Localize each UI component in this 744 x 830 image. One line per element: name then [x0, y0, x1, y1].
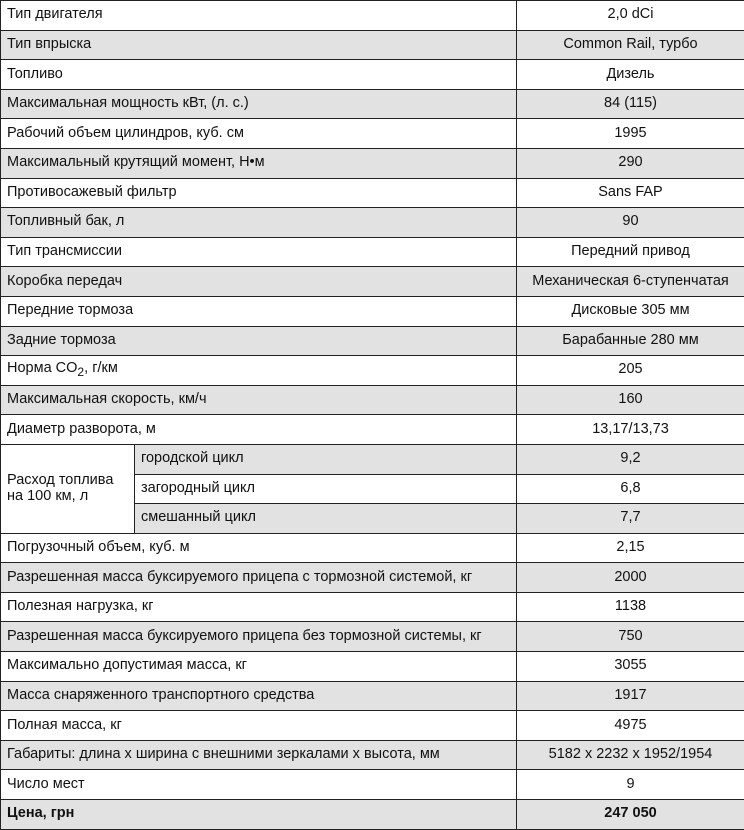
spec-label: Диаметр разворота, м	[1, 415, 517, 445]
spec-value: 290	[517, 148, 744, 178]
price-value: 247 050	[517, 800, 744, 830]
table-row	[1, 178, 744, 208]
spec-value: Механическая 6-ступенчатая	[517, 267, 744, 297]
spec-value: 5182 х 2232 х 1952/1954	[517, 740, 744, 770]
spec-value: 1995	[517, 119, 744, 149]
table-row	[1, 296, 744, 326]
table-row	[1, 681, 744, 711]
table-row	[1, 770, 744, 800]
price-row	[1, 800, 744, 830]
spec-label-main: Норма CO	[7, 360, 78, 377]
spec-value: 750	[517, 622, 744, 652]
table-row	[1, 119, 744, 149]
spec-label: Максимальная мощность кВт, (л. с.)	[1, 89, 517, 119]
spec-label: Погрузочный объем, куб. м	[1, 533, 517, 563]
spec-label-unit: , г/км	[84, 360, 118, 377]
spec-label: Разрешенная масса буксируемого прицепа без тормозной системы, кг	[1, 622, 517, 652]
spec-value: 160	[517, 385, 744, 415]
spec-label: Максимально допустимая масса, кг	[1, 652, 517, 682]
spec-value: 4975	[517, 711, 744, 741]
spec-label: Разрешенная масса буксируемого прицепа с тормозной системой, кг	[1, 563, 517, 593]
spec-value: 2,15	[517, 533, 744, 563]
spec-value: Common Rail, турбо	[517, 30, 744, 60]
spec-value: 205	[517, 356, 744, 386]
spec-label: Топливо	[1, 60, 517, 90]
spec-label: Полезная нагрузка, кг	[1, 592, 517, 622]
spec-value: Передний привод	[517, 237, 744, 267]
table-row	[1, 237, 744, 267]
table-row	[1, 385, 744, 415]
table-row	[1, 208, 744, 238]
table-row	[1, 356, 744, 386]
spec-label: Масса снаряженного транспортного средства	[1, 681, 517, 711]
spec-value: 2,0 dCi	[517, 1, 744, 31]
spec-value: 3055	[517, 652, 744, 682]
spec-label: Максимальная скорость, км/ч	[1, 385, 517, 415]
spec-value: 2000	[517, 563, 744, 593]
fuel-consumption-group-label: Расход топлива на 100 км, л	[1, 444, 135, 533]
table-row	[1, 415, 744, 445]
spec-label-subscript: 2	[77, 365, 85, 380]
spec-value: Барабанные 280 мм	[517, 326, 744, 356]
table-row	[1, 533, 744, 563]
table-row	[1, 89, 744, 119]
spec-value: 13,17/13,73	[517, 415, 744, 445]
table-row	[1, 592, 744, 622]
spec-value: 7,7	[517, 504, 744, 534]
table-row	[1, 711, 744, 741]
table-row	[1, 652, 744, 682]
table-row	[1, 740, 744, 770]
spec-label: Габариты: длина х ширина с внешними зеркалами х высота, мм	[1, 740, 517, 770]
table-row	[1, 30, 744, 60]
spec-value: 84 (115)	[517, 89, 744, 119]
spec-label: Задние тормоза	[1, 326, 517, 356]
table-row	[1, 148, 744, 178]
spec-value: 6,8	[517, 474, 744, 504]
spec-label: Противосажевый фильтр	[1, 178, 517, 208]
price-label: Цена, грн	[1, 800, 517, 830]
spec-label: Передние тормоза	[1, 296, 517, 326]
spec-label: Число мест	[1, 770, 517, 800]
spec-label: Рабочий объем цилиндров, куб. см	[1, 119, 517, 149]
table-row	[1, 563, 744, 593]
spec-label: Полная масса, кг	[1, 711, 517, 741]
spec-label: Тип двигателя	[1, 1, 517, 31]
spec-value: 1138	[517, 592, 744, 622]
spec-value: Дисковые 305 мм	[517, 296, 744, 326]
spec-value: 90	[517, 208, 744, 238]
spec-value: Sans FAP	[517, 178, 744, 208]
table-row	[1, 622, 744, 652]
table-row	[1, 1, 744, 31]
spec-label: смешанный цикл	[135, 504, 517, 534]
spec-label: Топливный бак, л	[1, 208, 517, 238]
table-row	[1, 444, 744, 474]
table-row	[1, 60, 744, 90]
spec-label: Коробка передач	[1, 267, 517, 297]
spec-label: городской цикл	[135, 444, 517, 474]
table-row	[1, 326, 744, 356]
spec-label: загородный цикл	[135, 474, 517, 504]
spec-value: 9	[517, 770, 744, 800]
spec-label: Тип трансмиссии	[1, 237, 517, 267]
spec-value: Дизель	[517, 60, 744, 90]
table-row	[1, 267, 744, 297]
spec-value: 1917	[517, 681, 744, 711]
spec-label: Максимальный крутящий момент, Н•м	[1, 148, 517, 178]
spec-label: Тип впрыска	[1, 30, 517, 60]
spec-label	[1, 356, 517, 386]
spec-value: 9,2	[517, 444, 744, 474]
